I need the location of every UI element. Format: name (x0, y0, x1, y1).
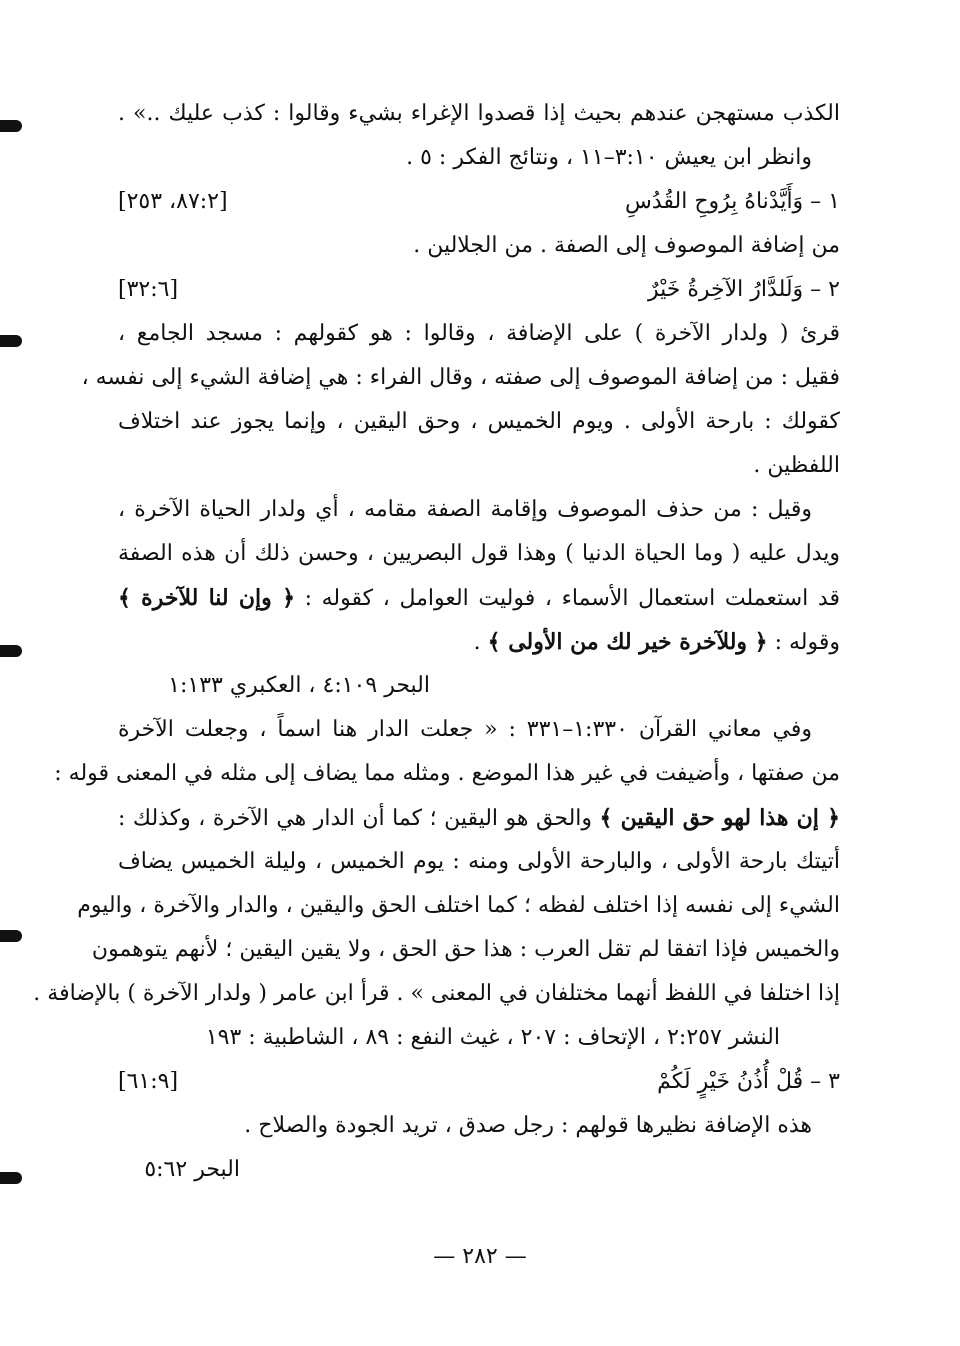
source-citation: البحر ٥:٦٢ (144, 1157, 240, 1182)
text-line: الشيء إلى نفسه إذا اختلف لفظه ؛ كما اختلف الحق واليقين ، والدار والآخرة ، واليوم (77, 893, 840, 918)
text-line: اللفظين . (753, 453, 840, 478)
margin-mark (0, 1172, 22, 1184)
text-line: أتيتك بارحة الأولى ، والبارحة الأولى ومنه : يوم الخميس ، وليلة الخميس يضاف (118, 849, 840, 874)
text-line: من إضافة الموصوف إلى الصفة . من الجلالين . (413, 233, 840, 258)
verse-text: ٢ – وَلَلدَّارُ الآخِرةُ خَيْرٌ (648, 277, 840, 302)
text-line (118, 576, 840, 620)
line-text: قد استعملت استعمال الأسماء ، فوليت العوامل ، كقوله : (304, 586, 840, 611)
text-line: كقولك : بارحة الأولى . ويوم الخميس ، وحق اليقين ، وإنما يجوز عند اختلاف (118, 409, 840, 434)
page-number: — ٢٨٢ — (433, 1244, 527, 1269)
text-line (118, 796, 840, 840)
margin-mark (0, 930, 22, 942)
margin-mark (0, 335, 22, 347)
source-citation: النشر ٢:٢٥٧ ، الإتحاف : ٢٠٧ ، غيث النفع : ٨٩ ، الشاطبية : ١٩٣ (205, 1025, 780, 1050)
page-body (33, 92, 840, 1192)
verse-reference: [٨٧:٢، ٢٥٣] (118, 189, 228, 214)
margin-mark (0, 120, 22, 132)
text-line: وفي معاني القرآن ١:٣٣٠–٣٣١ : « جعلت الدار هنا اسماً ، وجعلت الآخرة (118, 717, 812, 742)
text-line: وانظر ابن يعيش ٣:١٠–١١ ، ونتائج الفكر : ٥ . (406, 145, 812, 170)
quran-quote: ﴿ وإن لنا للآخرة ﴾ (118, 585, 295, 611)
text-line: وقيل : من حذف الموصوف وإقامة الصفة مقامه ، أي ولدار الحياة الآخرة ، (118, 497, 813, 522)
verse-reference: [٣٢:٦] (118, 277, 179, 302)
text-line: هذه الإضافة نظيرها قولهم : رجل صدق ، تريد الجودة والصلاح . (244, 1113, 812, 1138)
verse-text: ١ – وَأَيَّدْناهُ بِرُوحِ القُدُسِ (625, 189, 840, 214)
margin-mark (0, 645, 22, 657)
quran-quote: ﴿ وللآخرة خير لك من الأولى ﴾ (487, 629, 768, 655)
text-line: ويدل عليه ( وما الحياة الدنيا ) وهذا قول البصريين ، وحسن ذلك أن هذه الصفة (118, 541, 840, 566)
verse-line (118, 1060, 840, 1104)
quran-quote: ﴿ إن هذا لهو حق اليقين ﴾ (599, 805, 840, 831)
text-line: والخميس فإذا اتفقا لم تقل العرب : هذا حق الحق ، ولا يقين اليقين ؛ لأنهم يتوهمون (91, 937, 840, 962)
text-line: الكذب مستهجن عندهم بحيث إذا قصدوا الإغراء بشيء وقالوا : كذب عليك ..» . (118, 101, 840, 126)
line-text: وقوله : (774, 630, 840, 655)
verse-text: ٣ – قُلْ أُذُنُ خَيْرٍ لَكُمْ (657, 1069, 840, 1094)
text-line (118, 620, 840, 664)
text-line: قرئ ( ولدار الآخرة ) على الإضافة ، وقالوا : هو كقولهم : مسجد الجامع ، (118, 321, 840, 346)
verse-line (118, 180, 840, 224)
text-line: إذا اختلفا في اللفظ أنهما مختلفان في المعنى » . قرأ ابن عامر ( ولدار الآخرة ) بالإضافة . (33, 981, 840, 1006)
verse-reference: [٦١:٩] (118, 1069, 179, 1094)
line-text-end: . (473, 630, 488, 655)
line-text: والحق هو اليقين ؛ كما أن الدار هي الآخرة ، وكذلك : (118, 806, 600, 831)
source-citation: البحر ٤:١٠٩ ، العكبري ١:١٣٣ (168, 673, 430, 698)
text-line: فقيل : من إضافة الموصوف إلى صفته ، وقال الفراء : هي إضافة الشيء إلى نفسه ، (81, 365, 840, 390)
verse-line (118, 268, 840, 312)
text-line: من صفتها ، وأضيفت في غير هذا الموضع . ومثله مما يضاف إلى مثله في المعنى قوله : (54, 761, 840, 786)
